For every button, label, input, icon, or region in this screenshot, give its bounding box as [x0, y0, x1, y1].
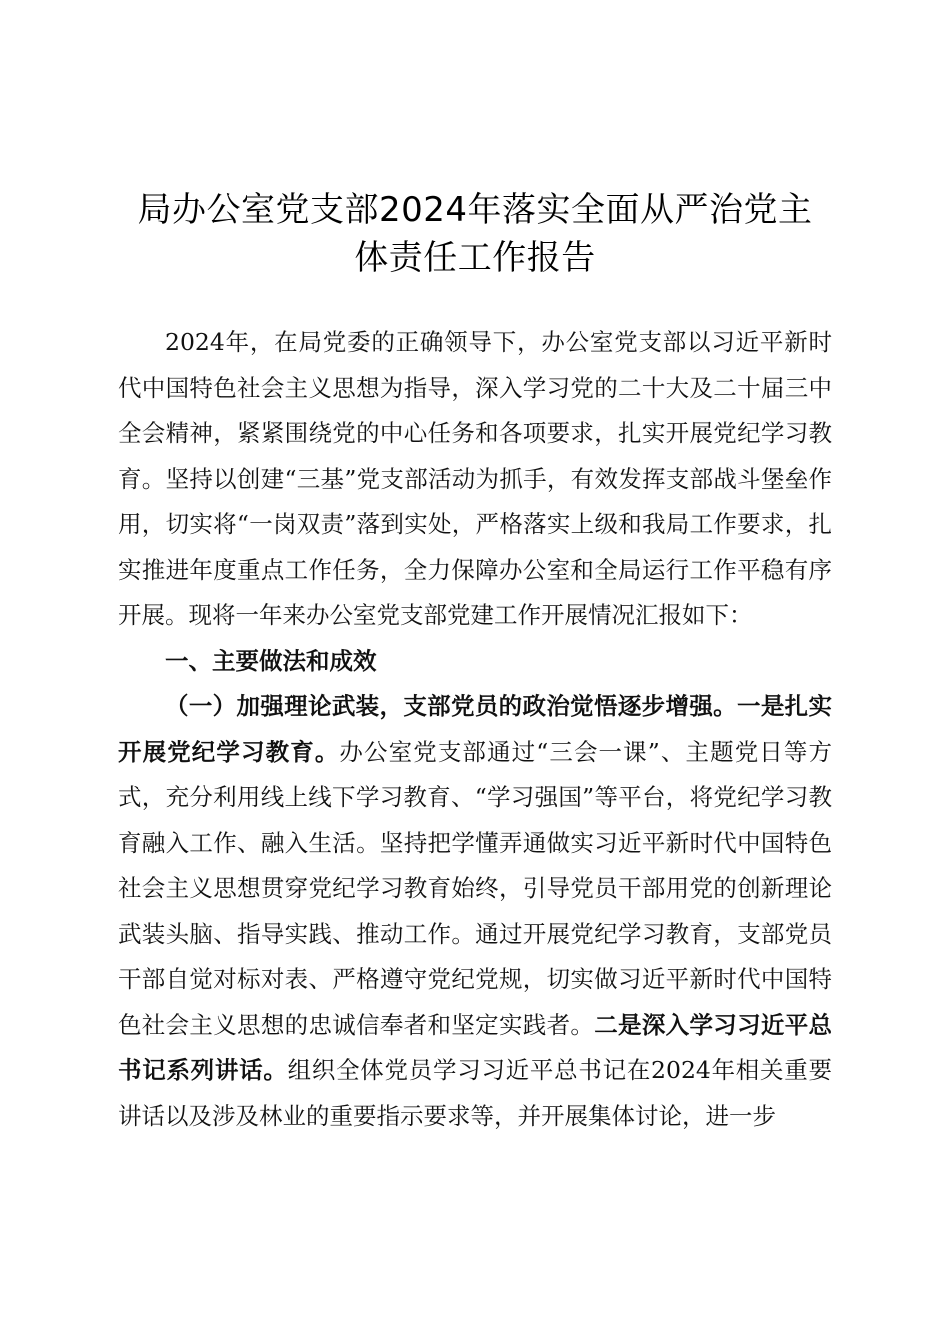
document-title — [100, 186, 850, 282]
title-line-2: 体责任工作报告 — [354, 238, 596, 278]
document-body — [118, 320, 832, 1139]
title-line-1: 局办公室党支部2024年落实全面从严治党主 — [137, 190, 813, 230]
section-1-1-paragraph — [118, 684, 832, 1139]
section-1-1-bold-second: 二是深入学习习近平总书记系列讲话。 — [118, 1010, 833, 1084]
intro-paragraph: 2024年，在局党委的正确领导下，办公室党支部以习近平新时代中国特色社会主义思想为指导，深入学习党的二十大及二十届三中全会精神，紧紧围绕党的中心任务和各项要求，扎实开展党纪学习教育。坚持以创建“三基”党支部活动为抓手，有效发挥支部战斗堡垒作用，切实将“一岗双责”落到实处，严格落实上级和我局工作要求，扎实推进年度重点工作任务，全力保障办公室和全局运行工作平稳有序开展。现将一年来办公室党支部党建工作开展情况汇报如下： — [118, 328, 832, 629]
section-1-1-text: 办公室党支部通过“三会一课”、主题党日等方式，充分利用线上线下学习教育、“学习强国”等平台，将党纪学习教育融入工作、融入生活。坚持把学懂弄通做实习近平新时代中国特色社会主义思想贯穿党纪学习教育始终，引导党员干部用党的创新理论武装头脑、指导实践、推动工作。通过开展党纪学习教育，支部党员干部自觉对标对表、严格遵守党纪党规，切实做习近平新时代中国特色社会主义思想的忠诚信奉者和坚定实践者。 — [118, 737, 832, 1039]
section-1-1-text-continued: 组织全体党员学习习近平总书记在2024年相关重要讲话以及涉及林业的重要指示要求等，并开展集体讨论，进一步 — [118, 1056, 832, 1130]
section-1-1-bold-lead: （一）加强理论武装，支部党员的政治觉悟逐步增强。一是扎实开展党纪学习教育。 — [118, 692, 832, 766]
section-1-heading: 一、主要做法和成效 — [165, 646, 377, 675]
